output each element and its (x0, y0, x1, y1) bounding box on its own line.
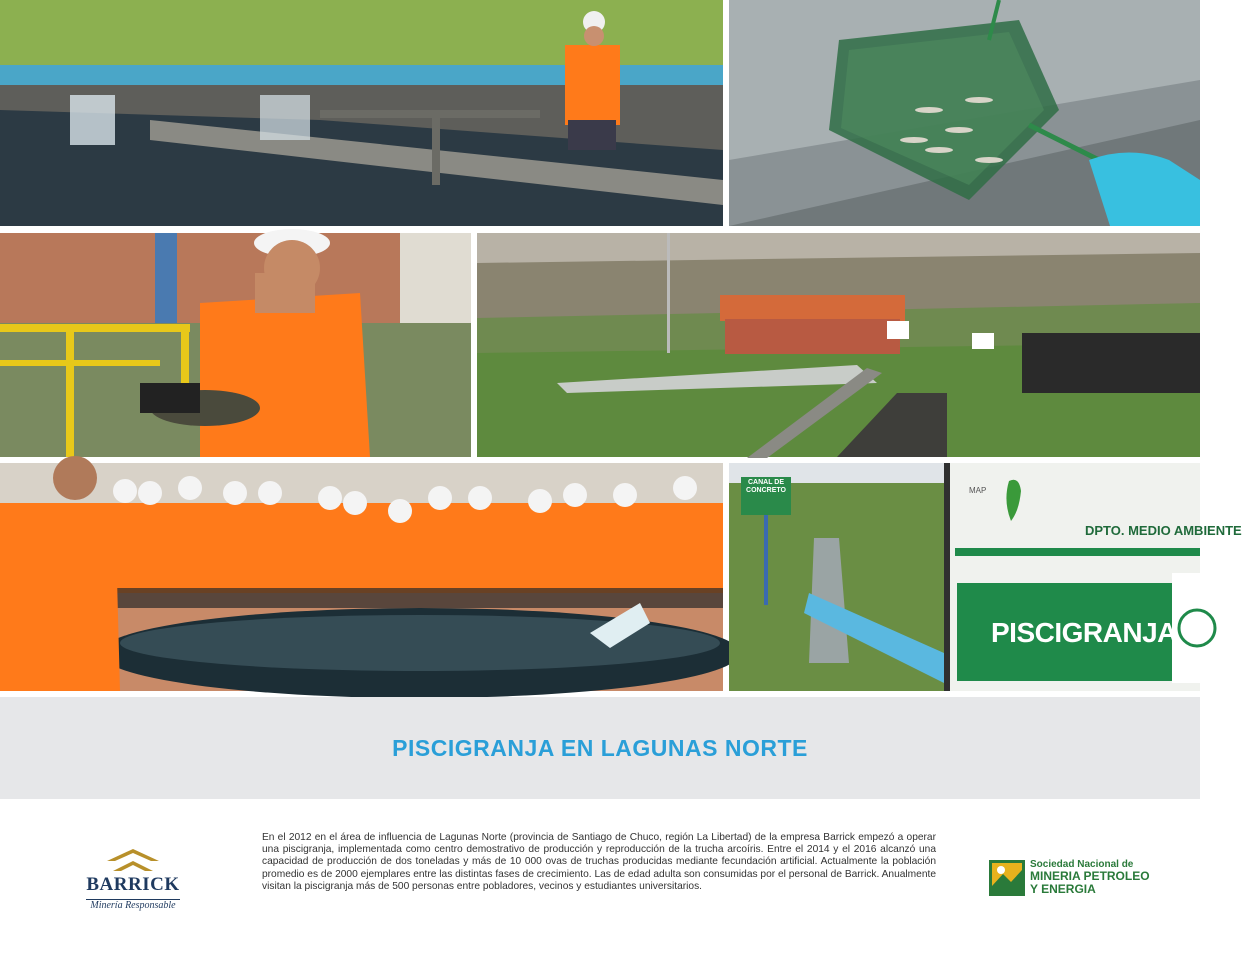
snmpe-emblem-icon (989, 860, 1025, 896)
footer (0, 799, 1200, 960)
piscigranja-sign-photo (729, 463, 1242, 691)
visitors-at-fish-tank-photo (0, 463, 723, 691)
svg-text:MAP: MAP (969, 486, 987, 495)
fish-farm-site-overview-photo (477, 233, 1200, 457)
snmpe-line3: Y ENERGIA (1030, 882, 1096, 896)
title-band (0, 697, 1200, 799)
worker-holding-trout-photo (0, 233, 471, 457)
snmpe-line1: Sociedad Nacional de (1030, 859, 1134, 870)
snmpe-logo (989, 859, 1159, 899)
page-title: PISCIGRANJA EN LAGUNAS NORTE (392, 734, 808, 761)
canal-sign-text: CANAL DE CONCRETO (746, 479, 786, 494)
piscigranja-sign-text: PISCIGRANJA (991, 617, 1177, 648)
trout-fry-net-photo (729, 0, 1200, 226)
snmpe-line2: MINERIA PETROLEO (1030, 869, 1150, 883)
fish-raceways-photo (0, 0, 723, 226)
barrick-name: BARRICK (86, 874, 180, 895)
barrick-mark-icon (107, 847, 159, 873)
barrick-logo (78, 847, 188, 917)
body-paragraph: En el 2012 en el área de influencia de Lagunas Norte (provincia de Santiago de Chuco, región La Libertad) de la empresa Barrick empezó a operar una piscigranja, implementada como centro demostrativo de producción y reproducción de la trucha arcoíris. Entre el 2014 y el 2016 alcanzó una capacidad de producción de dos toneladas y más de 10 000 ovas de truchas producidas mediante fecundación artificial. Actualmente la población promedio es de 2000 ejemplares entre las distintas fases de crecimiento. Las de edad adulta son consumidas por el personal de Barrick. Anualmente visitan la piscigranja más de 500 personas entre pobladores, vecinos y estudiantes universitarios. (262, 832, 936, 892)
barrick-tagline: Minería Responsable (86, 899, 179, 911)
dept-sign-text: DPTO. MEDIO AMBIENTE (1085, 523, 1242, 538)
